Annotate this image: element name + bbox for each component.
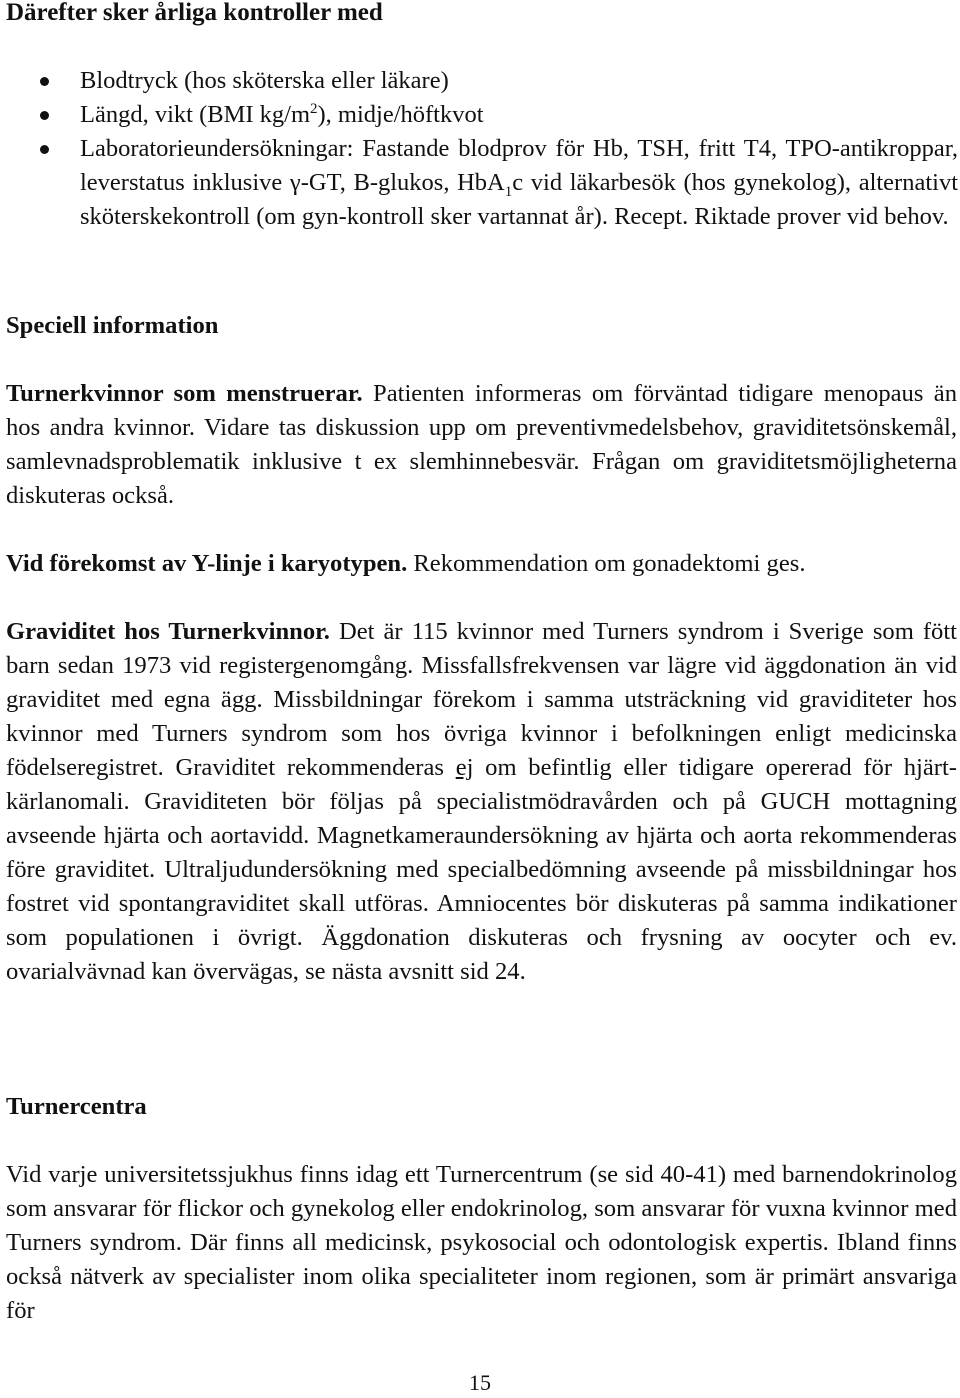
bullet-icon bbox=[40, 145, 49, 154]
paragraph-y-line bbox=[6, 547, 957, 581]
bullet-icon bbox=[40, 77, 49, 86]
controls-list bbox=[40, 64, 958, 234]
paragraph-body: Det är 115 kvinnor med Turners syndrom i Sverige som fött barn sedan 1973 vid registergenomgång. Missfallsfrekvensen var lägre vid äggdonation än vid graviditet med egna ägg. Missbildningar förekom i samma utsträckning vid graviditeter hos kvinnor med Turners syndrom som hos övriga kvinnor i befolkningen enligt medicinska födelseregistret. Graviditet rekommenderas bbox=[6, 618, 958, 781]
paragraph-turnercentra: Vid varje universitetssjukhus finns idag ett Turnercentrum (se sid 40-41) med barnendokrinolog som ansvarar för flickor och gynekolog eller endokrinolog, som ansvarar för vuxna kvinnor med Turners syndrom. Där finns all medicinsk, psykosocial och odontologisk expertis. Ibland finns också nätverk av specialister inom olika specialiteter inom regionen, som är primärt ansvariga för bbox=[6, 1161, 957, 1324]
heading-turnercentra: Turnercentra bbox=[6, 1093, 147, 1120]
list-item bbox=[40, 98, 958, 132]
paragraph-body: Patienten informeras om förväntad tidigare menopaus än hos andra kvinnor. Vidare tas diskussion upp om preventivmedelsbehov, graviditetsönskemål, samlevnadsproblematik inklusive t ex slemhinnebesvär. Frågan om graviditetsmöjligheterna diskuteras också. bbox=[6, 380, 958, 509]
heading-special-information: Speciell information bbox=[6, 312, 219, 339]
list-item-text-post: c vid läkarbesök (hos gynekolog), alternativt sköterskekontroll (om gyn-kontroll sker vartannat år). Recept. Riktade prover vid behov. bbox=[80, 169, 959, 230]
list-item bbox=[40, 132, 958, 234]
superscript: 2 bbox=[310, 100, 318, 117]
bullet-icon bbox=[40, 111, 49, 120]
paragraph-body: om befintlig eller tidigare opererad för hjärt-kärlanomali. Graviditeten bör följas på specialistmödravården och på GUCH mottagning avseende hjärta och aortavidd. Magnetkameraundersökning av hjärta och aorta rekommenderas före graviditet. Ultraljudundersökning med specialbedömning avseende på missbildningar hos fostret vid spontangraviditet skall utföras. Amniocentes bör diskuteras på samma indikationer som populationen i övrigt. Äggdonation diskuteras och frysning av oocyter och ev. ovarialvävnad kan övervägas, se nästa avsnitt sid 24. bbox=[6, 754, 957, 985]
subscript: 1 bbox=[504, 183, 513, 200]
paragraph-body: Rekommendation om gonadektomi ges. bbox=[407, 550, 806, 577]
paragraph-menstruating bbox=[6, 377, 957, 513]
list-item-text-post: ), midje/höftkvot bbox=[317, 101, 484, 128]
underlined-word: ej bbox=[455, 754, 474, 781]
list-item-text-pre: Längd, vikt (BMI kg/m bbox=[80, 101, 311, 128]
heading-controls: Därefter sker årliga kontroller med bbox=[6, 0, 383, 26]
list-item bbox=[40, 64, 958, 98]
page-number: 15 bbox=[469, 1370, 491, 1395]
paragraph-lead: Graviditet hos Turnerkvinnor. bbox=[6, 618, 330, 645]
paragraph-lead: Turnerkvinnor som menstruerar. bbox=[6, 380, 363, 407]
paragraph-pregnancy bbox=[6, 615, 957, 989]
list-item-text: Blodtryck (hos sköterska eller läkare) bbox=[80, 67, 449, 94]
paragraph-lead: Vid förekomst av Y-linje i karyotypen. bbox=[6, 550, 408, 577]
list-item-text-pre: Laboratorieundersökningar: Fastande blodprov för Hb, TSH, fritt T4, TPO-antikroppar, leverstatus inklusive γ-GT, B-glukos, HbA bbox=[80, 135, 958, 196]
